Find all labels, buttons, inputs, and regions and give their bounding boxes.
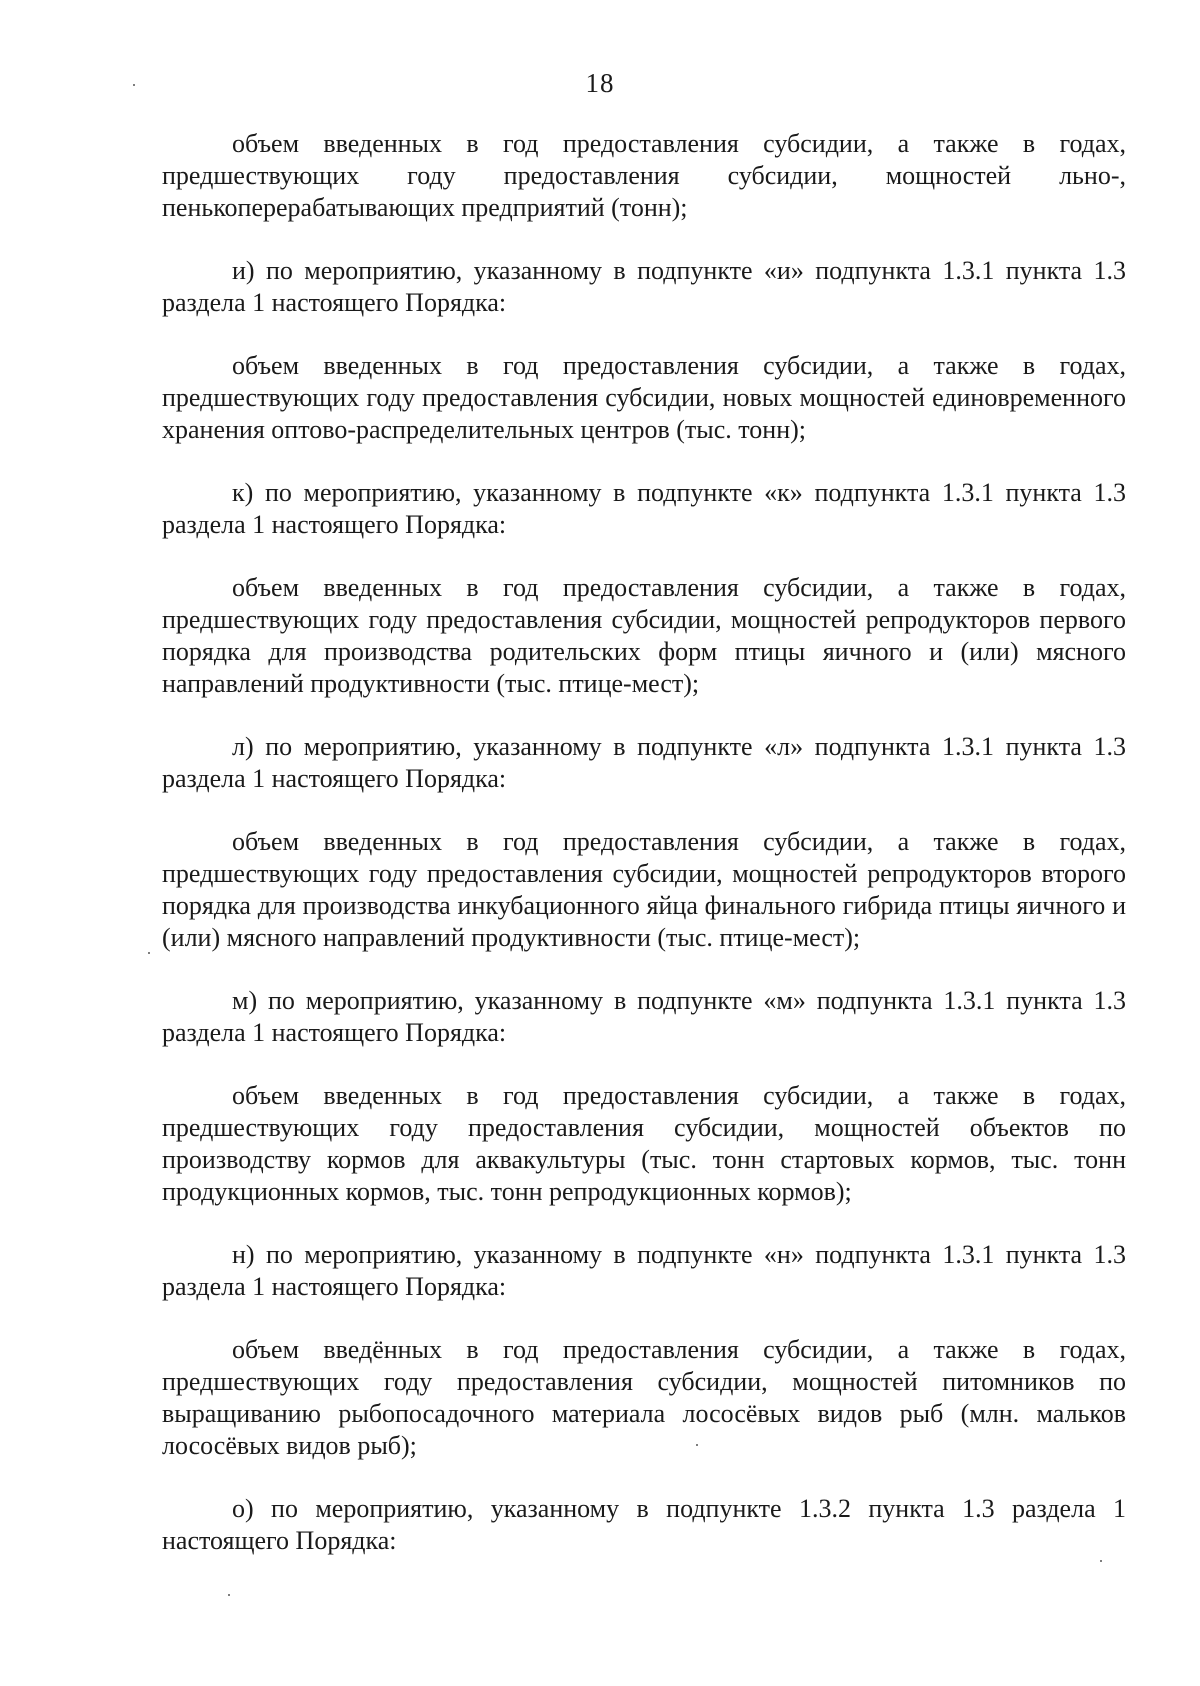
paragraph-item-m: м) по мероприятию, указанному в подпункте «м» подпункта 1.3.1 пункта 1.3 раздела 1 настоящего Порядка: <box>162 986 1126 1047</box>
paragraph-volume-flax-processing: объем введенных в год предоставления субсидии, а также в годах, предшествующих году предоставления субсидии, мощностей льно-, пенькоперерабатывающих предприятий (тонн); <box>162 129 1126 222</box>
paragraph-item-n: н) по мероприятию, указанному в подпункте «н» подпункта 1.3.1 пункта 1.3 раздела 1 настоящего Порядка: <box>162 1240 1126 1301</box>
paragraph-volume-second-order-reproducers: объем введенных в год предоставления субсидии, а также в годах, предшествующих году предоставления субсидии, мощностей репродукторов второго порядка для производства инкубационного яйца финального гибрида птицы яичного и (или) мясного направлений продуктивности (тыс. птице-мест); <box>162 827 1126 952</box>
paragraph-volume-salmon-nurseries: объем введённых в год предоставления субсидии, а также в годах, предшествующих году предоставления субсидии, мощностей питомников по выращиванию рыбопосадочного материала лососёвых видов рыб (млн. мальков лососёвых видов рыб); <box>162 1335 1126 1460</box>
scan-speck <box>148 952 150 954</box>
scan-speck <box>228 1594 230 1596</box>
paragraph-volume-distribution-centers: объем введенных в год предоставления субсидии, а также в годах, предшествующих году предоставления субсидии, новых мощностей единовременного хранения оптово-распределительных центров (тыс. тонн); <box>162 351 1126 444</box>
paragraph-volume-aquaculture-feed: объем введенных в год предоставления субсидии, а также в годах, предшествующих году предоставления субсидии, мощностей объектов по производству кормов для аквакультуры (тыс. тонн стартовых кормов, тыс. тонн продукционных кормов, тыс. тонн репродукционных кормов); <box>162 1081 1126 1206</box>
scan-speck <box>696 1444 698 1446</box>
document-body <box>162 128 1126 1588</box>
paragraph-item-o: о) по мероприятию, указанному в подпункте 1.3.2 пункта 1.3 раздела 1 настоящего Порядка: <box>162 1494 1126 1555</box>
paragraph-item-l: л) по мероприятию, указанному в подпункте «л» подпункта 1.3.1 пункта 1.3 раздела 1 настоящего Порядка: <box>162 732 1126 793</box>
scan-speck <box>1100 1560 1102 1562</box>
paragraph-item-k: к) по мероприятию, указанному в подпункте «к» подпункта 1.3.1 пункта 1.3 раздела 1 настоящего Порядка: <box>162 478 1126 539</box>
scan-speck <box>133 84 135 86</box>
paragraph-volume-first-order-reproducers: объем введенных в год предоставления субсидии, а также в годах, предшествующих году предоставления субсидии, мощностей репродукторов первого порядка для производства родительских форм птицы яичного и (или) мясного направлений продуктивности (тыс. птице-мест); <box>162 573 1126 698</box>
paragraph-item-i: и) по мероприятию, указанному в подпункте «и» подпункта 1.3.1 пункта 1.3 раздела 1 настоящего Порядка: <box>162 256 1126 317</box>
page-number: 18 <box>585 68 615 98</box>
